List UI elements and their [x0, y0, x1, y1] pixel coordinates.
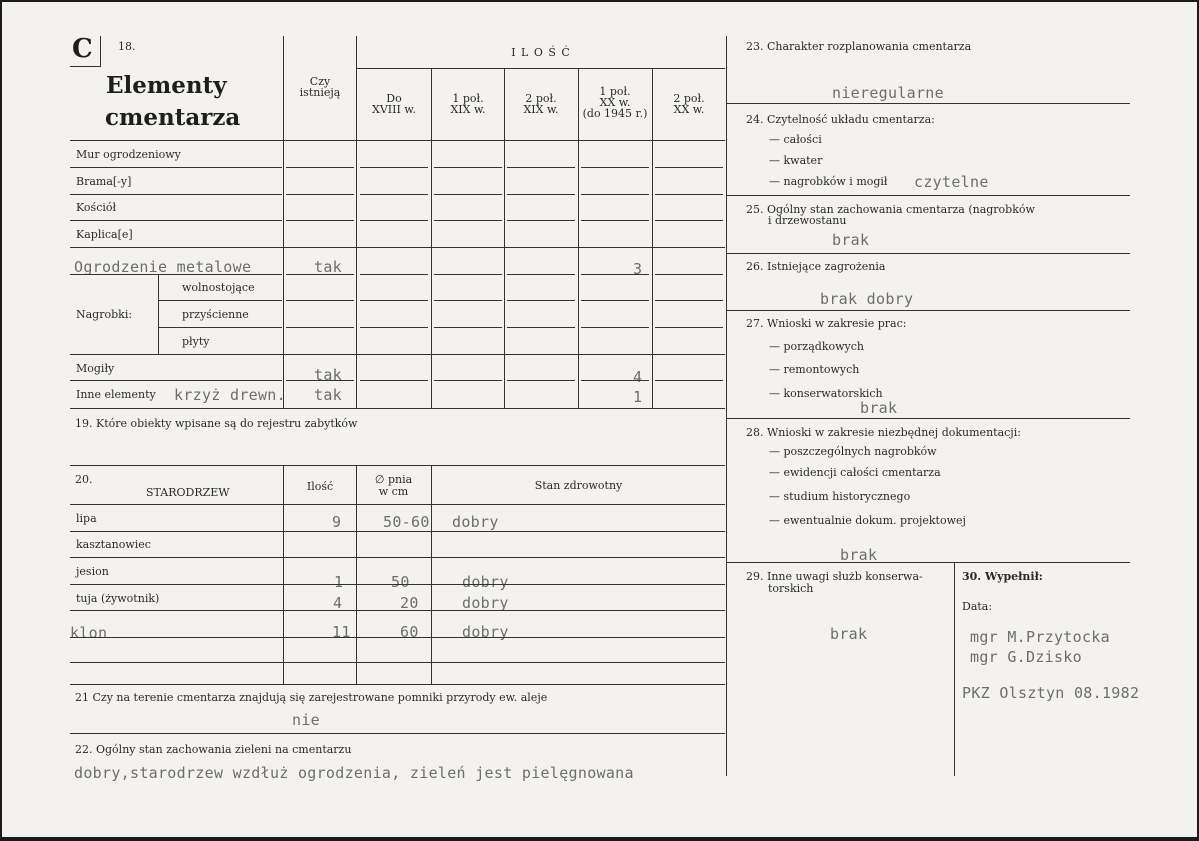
col-divider — [431, 68, 432, 408]
cell-rule — [360, 194, 428, 195]
cell-rule — [286, 274, 354, 275]
cell-rule — [286, 167, 354, 168]
col-divider — [504, 68, 505, 408]
cell-rule — [581, 274, 649, 275]
q27-item-konserwatorskich: — konserwatorskich — [769, 387, 883, 400]
section-number: 18. — [118, 40, 136, 53]
q27-label: 27. Wnioski w zakresie prac: — [746, 317, 907, 330]
cell-rule — [507, 300, 575, 301]
row-label-kaplica: Kaplica[e] — [76, 228, 133, 241]
cell-rule — [581, 380, 649, 381]
tree-rule — [70, 610, 725, 611]
tree-rule — [70, 662, 725, 663]
col-divider-ilosc — [356, 36, 357, 408]
nagrobki-plyty: płyty — [182, 335, 210, 348]
cell-rule — [434, 220, 502, 221]
q25-label-line1: 25. Ogólny stan zachowania cmentarza (nagrobków — [746, 203, 1035, 216]
row-rule — [70, 194, 282, 195]
cell-rule — [581, 220, 649, 221]
cell-rule — [286, 300, 354, 301]
cell-rule — [286, 194, 354, 195]
tree-klon-count: 11 — [332, 623, 351, 641]
q23-rule — [726, 103, 1130, 104]
tree-lipa-diameter: 50-60 — [383, 513, 430, 531]
cell-rule — [360, 167, 428, 168]
q29-label-line1: 29. Inne uwagi służb konserwa- — [746, 570, 923, 583]
q29-label-line2: torskich — [768, 582, 814, 595]
q28-label: 28. Wnioski w zakresie niezbędnej dokumentacji: — [746, 426, 1021, 439]
table-title-line2: cmentarza — [105, 104, 241, 131]
cell-rule — [434, 300, 502, 301]
row-rule — [70, 354, 725, 355]
q27-item-porzadkowych: — porządkowych — [769, 340, 864, 353]
trees-diameter-header: ∅ pnia w cm — [374, 473, 413, 498]
tree-row-lipa: lipa — [76, 512, 97, 525]
tree-jesion-health: dobry — [462, 573, 509, 591]
tree-tuja-count: 4 — [333, 594, 343, 612]
period-1-xx: 1 poł. XX w. (do 1945 r.) — [582, 85, 648, 120]
q24-label: 24. Czytelność układu cmentarza: — [746, 113, 935, 126]
ogrodzenie-exists: tak — [314, 258, 342, 276]
cell-rule — [507, 167, 575, 168]
tree-row-jesion: jesion — [76, 565, 109, 578]
cell-rule — [581, 194, 649, 195]
trees-col-divider — [356, 465, 357, 684]
inne-exists: tak — [314, 386, 342, 404]
office-and-date: PKZ Olsztyn 08.1982 — [962, 684, 1140, 702]
cell-rule — [581, 167, 649, 168]
cell-rule — [507, 194, 575, 195]
header-bottom-rule — [70, 140, 725, 141]
col-divider-exists — [283, 36, 284, 408]
row-label-kosciol: Kościół — [76, 201, 117, 214]
period-xviii: Do XVIII w. — [372, 92, 416, 116]
row-label-ogrodzenie: Ogrodzenie metalowe — [74, 258, 252, 276]
q24-item-nagrobkow: — nagrobków i mogił — [769, 175, 888, 188]
row-rule — [70, 220, 282, 221]
cemetery-record-card — [2, 2, 1197, 837]
cell-rule — [286, 327, 354, 328]
row-rule — [70, 274, 282, 275]
cell-rule — [434, 380, 502, 381]
trees-col-divider — [431, 465, 432, 684]
tree-row-tuja: tuja (żywotnik) — [76, 592, 160, 605]
q23-answer: nieregularne — [832, 84, 944, 102]
q22-answer: dobry,starodrzew wzdłuż ogrodzenia, zieleń jest pielęgnowana — [74, 764, 634, 782]
tree-jesion-count: 1 — [334, 573, 344, 591]
nagrobki-sub-divider — [158, 274, 159, 354]
tree-klon-health: dobry — [462, 623, 509, 641]
cell-rule — [434, 194, 502, 195]
cell-rule — [507, 274, 575, 275]
cell-rule — [655, 220, 723, 221]
tree-rule — [70, 531, 725, 532]
cell-rule — [360, 327, 428, 328]
trees-col-divider — [283, 465, 284, 684]
q28-rule — [726, 562, 1130, 563]
q30-label: 30. Wypełnił: — [962, 570, 1043, 583]
q28-item-projektowej: — ewentualnie dokum. projektowej — [769, 514, 966, 527]
q29-answer: brak — [830, 625, 868, 643]
period-2-xx: 2 poł. XX w. — [673, 92, 705, 116]
cell-rule — [360, 274, 428, 275]
row-rule — [70, 247, 725, 248]
cell-rule — [655, 380, 723, 381]
cell-rule — [581, 300, 649, 301]
q26-answer: brak dobry — [820, 290, 914, 308]
cell-rule — [655, 194, 723, 195]
cell-rule — [434, 167, 502, 168]
q29-q30-divider — [954, 562, 955, 776]
q27-answer: brak — [860, 399, 898, 417]
cell-rule — [655, 167, 723, 168]
q24-answer: czytelne — [914, 173, 989, 191]
tree-rule — [70, 637, 725, 638]
col-divider — [578, 68, 579, 408]
cell-rule — [434, 274, 502, 275]
tree-klon-diameter: 60 — [400, 623, 419, 641]
cell-rule — [286, 220, 354, 221]
row-rule — [158, 327, 282, 328]
q27-item-remontowych: — remontowych — [769, 363, 860, 376]
trees-header: STARODRZEW — [146, 486, 230, 499]
tree-rule — [70, 557, 725, 558]
q21-label: 21 Czy na terenie cmentarza znajdują się zarejestrowane pomniki przyrody ew. aleje — [75, 691, 548, 704]
row-rule — [70, 380, 282, 381]
row-label-nagrobki: Nagrobki: — [76, 308, 133, 321]
q25-rule — [726, 253, 1130, 254]
tree-tuja-diameter: 20 — [400, 594, 419, 612]
tree-row-klon: klon — [70, 624, 108, 642]
cell-rule — [360, 300, 428, 301]
filled-by-1: mgr M.Przytocka — [970, 628, 1110, 646]
q21-bottom-rule — [70, 733, 725, 734]
trees-section-number: 20. — [75, 473, 93, 486]
q24-item-calosci: — całości — [769, 133, 822, 146]
q25-answer: brak — [832, 231, 870, 249]
period-2-xix: 2 poł. XIX w. — [523, 92, 559, 116]
q26-rule — [726, 310, 1130, 311]
q25-label-line2: i drzewostanu — [768, 214, 847, 227]
inne-count: 1 — [633, 388, 643, 406]
tree-row-kasztanowiec: kasztanowiec — [76, 538, 151, 551]
row-label-mur: Mur ogrodzeniowy — [76, 148, 181, 161]
inne-value: krzyż drewn. — [174, 386, 286, 404]
q22-label: 22. Ogólny stan zachowania zieleni na cmentarzu — [75, 743, 352, 756]
cell-rule — [581, 327, 649, 328]
q19-label: 19. Które obiekty wpisane są do rejestru zabytków — [75, 417, 358, 430]
cell-rule — [507, 380, 575, 381]
cell-rule — [507, 327, 575, 328]
q24-item-kwater: — kwater — [769, 154, 823, 167]
cell-rule — [434, 327, 502, 328]
cell-rule — [655, 327, 723, 328]
trees-health-header: Stan zdrowotny — [534, 479, 623, 492]
q26-label: 26. Istniejące zagrożenia — [746, 260, 886, 273]
q28-answer: brak — [840, 546, 878, 564]
tree-lipa-health: dobry — [452, 513, 499, 531]
right-column-divider — [726, 36, 727, 776]
table-title-line1: Elementy — [106, 72, 227, 99]
trees-count-header: Ilość — [306, 480, 334, 493]
q24-rule — [726, 195, 1130, 196]
row-label-inne: Inne elementy — [76, 388, 156, 401]
date-label: Data: — [962, 600, 993, 613]
q23-label: 23. Charakter rozplanowania cmentarza — [746, 40, 972, 53]
cell-rule — [360, 380, 428, 381]
cell-rule — [286, 380, 354, 381]
q28-item-studium: — studium historycznego — [769, 490, 911, 503]
nagrobki-wolnostojace: wolnostojące — [182, 281, 255, 294]
section-letter: C — [72, 34, 93, 64]
q21-answer: nie — [292, 711, 320, 729]
cell-rule — [655, 274, 723, 275]
tree-tuja-health: dobry — [462, 594, 509, 612]
quantity-header: I L O Ś Ć — [511, 46, 571, 59]
tree-lipa-count: 9 — [332, 513, 342, 531]
trees-bottom-rule — [70, 684, 725, 685]
q28-item-nagrobkow: — poszczególnych nagrobków — [769, 445, 937, 458]
period-1-xix: 1 poł. XIX w. — [450, 92, 486, 116]
trees-header-rule — [70, 504, 725, 505]
row-label-mogily: Mogiły — [76, 362, 115, 375]
ogrodzenie-count: 3 — [633, 260, 643, 278]
nagrobki-przyscienne: przyścienne — [182, 308, 249, 321]
filled-by-2: mgr G.Dzisko — [970, 648, 1082, 666]
cell-rule — [507, 220, 575, 221]
quantity-header-rule — [357, 68, 725, 69]
q28-item-ewidencji: — ewidencji całości cmentarza — [769, 466, 941, 479]
mogily-exists: tak — [314, 366, 342, 384]
tree-jesion-diameter: 50 — [391, 573, 410, 591]
cell-rule — [655, 300, 723, 301]
row-rule — [158, 300, 282, 301]
cell-rule — [360, 220, 428, 221]
tree-rule — [70, 584, 725, 585]
exists-column-header: Czy istnieją — [299, 75, 341, 99]
mogily-count: 4 — [633, 368, 643, 386]
q19-bottom-rule — [70, 465, 725, 466]
col-divider — [652, 68, 653, 408]
row-label-brama: Brama[-y] — [76, 175, 132, 188]
q27-rule — [726, 418, 1130, 419]
elements-bottom-rule — [70, 408, 725, 409]
row-rule — [70, 167, 282, 168]
